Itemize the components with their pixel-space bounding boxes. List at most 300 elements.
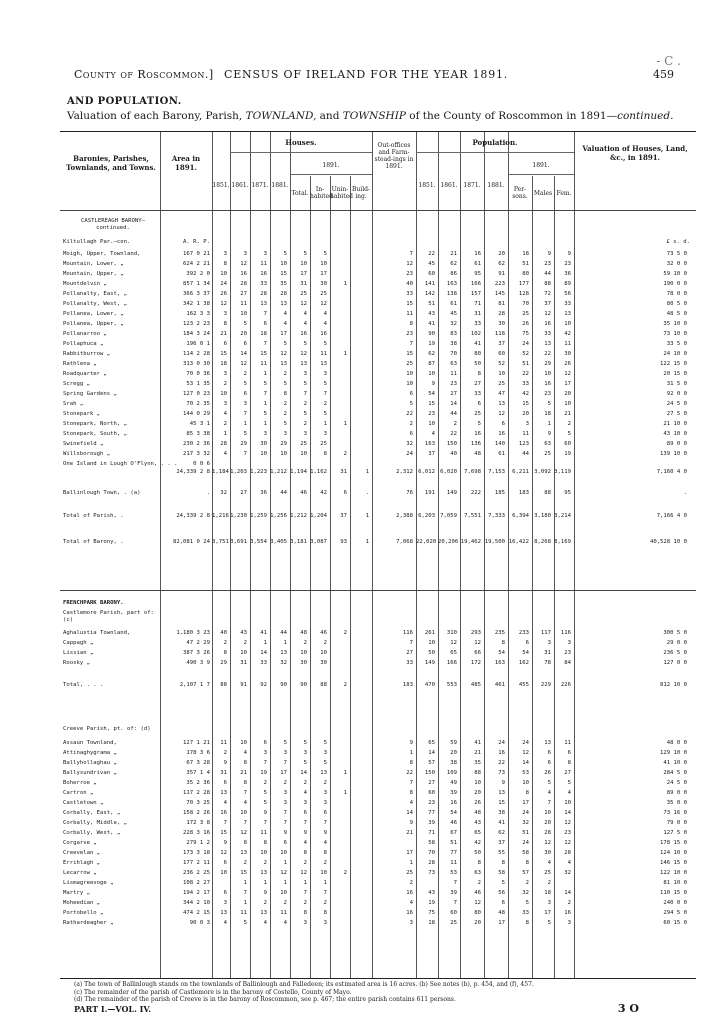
row-cell: 294 5 0 (663, 910, 687, 916)
row-cell: 73 10 0 (663, 331, 687, 337)
row-cell: 60 (428, 271, 435, 277)
row-cell: 12 (474, 640, 481, 646)
row-cell: 51 (450, 840, 457, 846)
row-cell: 27 (450, 391, 457, 397)
table-row (60, 658, 696, 668)
row-cell: 24 5 0 (666, 401, 687, 407)
row-area: 194 2 17 (183, 890, 210, 896)
row-cell: 4 (431, 431, 435, 437)
row-cell: 233 (518, 630, 529, 636)
row-cell: 42 (564, 331, 571, 337)
row-cell: 2 (323, 900, 327, 906)
row-cell: 10 (260, 850, 267, 856)
row-cell: 6 (323, 810, 327, 816)
row-cell: 4 (243, 750, 247, 756)
row-cell: 43 (240, 630, 247, 636)
table-row (60, 429, 696, 439)
row-cell: 8 (525, 790, 529, 796)
row-cell: 29 (240, 441, 247, 447)
row-cell: 16,422 (508, 539, 529, 545)
row-cell: 24 10 0 (663, 351, 687, 357)
row-cell: 13 (220, 910, 227, 916)
row-cell: 2 (409, 421, 413, 427)
row-cell: 16 (320, 331, 327, 337)
row-cell: 48 (474, 451, 481, 457)
row-label: Errihlagh „ (63, 860, 101, 866)
row-cell: 163 (494, 660, 505, 666)
row-area: 0 0 6 (193, 461, 210, 467)
row-cell: 89 (564, 281, 571, 287)
row-cell: 54 (498, 650, 505, 656)
row-cell: 10 (240, 810, 247, 816)
row-area: 342 1 38 (183, 301, 210, 307)
row-cell: 10 (220, 870, 227, 876)
row-cell: 73 5 0 (666, 251, 687, 257)
row-cell: 3 (303, 800, 307, 806)
row-cell: 10 (406, 381, 413, 387)
row-cell: 58 (428, 840, 435, 846)
table-row (60, 309, 696, 319)
row-cell: 235 (494, 630, 505, 636)
row-cell: 236 5 0 (663, 650, 687, 656)
row-cell: 17 (498, 920, 505, 926)
census-table (60, 131, 696, 979)
header-bottom-rule (60, 210, 696, 211)
row-cell: 11 (240, 301, 247, 307)
row-cell: 1,256 (270, 513, 287, 519)
row-cell: 56 (564, 291, 571, 297)
row-cell: 240 0 0 (663, 900, 687, 906)
row-cell: 62 (498, 830, 505, 836)
row-cell: 6 (263, 321, 267, 327)
row-cell: 33 (544, 331, 551, 337)
row-cell: 26 (474, 800, 481, 806)
row-cell: 80 (522, 271, 529, 277)
row-cell: 10 (564, 401, 571, 407)
row-cell: 16 (498, 750, 505, 756)
row-cell: 28 (260, 291, 267, 297)
row-cell: 37 (498, 341, 505, 347)
row-cell: 3 (547, 900, 551, 906)
row-cell: 27 (240, 291, 247, 297)
row-cell: 1 (409, 860, 413, 866)
row-label: Pollanarroo „ (63, 331, 107, 337)
row-cell: 10 (280, 451, 287, 457)
row-cell: 40 (220, 630, 227, 636)
row-cell: 15 (428, 401, 435, 407)
row-cell: 116 (560, 630, 571, 636)
row-cell: 7 (409, 640, 413, 646)
row-cell: 13 (498, 401, 505, 407)
row-cell: 11 (220, 740, 227, 746)
row-cell: 7 (303, 820, 307, 826)
table-row (60, 908, 696, 918)
row-label: Ballysundrivan „ (63, 770, 117, 776)
table-row (60, 389, 696, 399)
row-cell: 7 (547, 800, 551, 806)
row-cell: 38 (498, 810, 505, 816)
row-cell: 39 (428, 820, 435, 826)
row-cell: 50 (474, 850, 481, 856)
row-cell: 7 (323, 890, 327, 896)
row-cell: 8 (243, 780, 247, 786)
row-cell: 6 (567, 750, 571, 756)
row-cell: 1 (223, 431, 227, 437)
subtitle-text: and (316, 110, 343, 122)
row-cell: 3 (409, 920, 413, 926)
row-cell: 12 (544, 840, 551, 846)
row-cell: 23 (428, 411, 435, 417)
row-cell: 6 (223, 890, 227, 896)
row-cell: 183 (518, 490, 529, 496)
row-cell: 60 (450, 910, 457, 916)
row-cell: 37 (340, 513, 347, 519)
row-cell: 13 (280, 361, 287, 367)
row-area: 117 2 28 (183, 790, 210, 796)
row-cell: 42 (522, 391, 529, 397)
row-cell: 31 5 0 (666, 381, 687, 387)
row-cell: 5 (303, 740, 307, 746)
row-cell: 7,068 (396, 539, 413, 545)
row-cell: 7,166 4 0 (656, 513, 687, 519)
row-cell: 24 (498, 740, 505, 746)
row-cell: 10 (280, 261, 287, 267)
row-cell: 25 (544, 451, 551, 457)
row-cell: 61 (498, 451, 505, 457)
row-cell: 11 (240, 910, 247, 916)
row-cell: 27 (474, 381, 481, 387)
row-cell: 10 (474, 780, 481, 786)
row-cell: 24 (522, 840, 529, 846)
row-cell: 9 (501, 780, 505, 786)
row-cell: 1,216 (212, 513, 229, 519)
row-cell: 3,214 (554, 513, 571, 519)
row-cell: 8,169 (554, 539, 571, 545)
row-cell: 19 (260, 770, 267, 776)
row-label: Lissian „ (63, 650, 94, 656)
row-cell: 16 (544, 381, 551, 387)
row-area: . (206, 490, 210, 496)
row-cell: 2 (283, 401, 287, 407)
row-cell: 229 (540, 682, 551, 688)
row-cell: 117 (540, 630, 551, 636)
table-row (60, 488, 696, 498)
row-cell: 87 (428, 361, 435, 367)
table-row (60, 898, 696, 908)
row-cell: 122 15 0 (660, 361, 687, 367)
row-cell: 2 (303, 421, 307, 427)
row-cell: 7 (263, 391, 267, 397)
row-cell: 72 (544, 291, 551, 297)
row-cell: 2 (453, 421, 457, 427)
row-cell: 6 (223, 341, 227, 347)
row-cell: 78 0 0 (666, 291, 687, 297)
row-cell: 6 (243, 391, 247, 397)
row-cell: 11 (320, 351, 327, 357)
row-cell: 24 5 0 (666, 780, 687, 786)
row-cell: 30 (564, 351, 571, 357)
row-cell: 89 0 0 (666, 790, 687, 796)
row-cell: 1,230 (230, 513, 247, 519)
row-cell: 19 (428, 900, 435, 906)
row-cell: 11 (522, 431, 529, 437)
row-cell: 1 (343, 421, 347, 427)
table-row (60, 628, 696, 638)
row-cell: 5 (323, 381, 327, 387)
row-cell: 4 (303, 321, 307, 327)
row-cell: 149 (446, 490, 457, 496)
row-cell: 46 (320, 630, 327, 636)
row-cell: 129 10 0 (660, 750, 687, 756)
row-cell: 50 (428, 650, 435, 656)
row-cell: 11 (450, 860, 457, 866)
row-cell: 5 (525, 900, 529, 906)
row-cell: 12 (240, 261, 247, 267)
row-cell: 13 (320, 770, 327, 776)
table-row (60, 511, 696, 521)
row-label: Willsborough „ (63, 451, 111, 457)
row-cell: 8 (501, 640, 505, 646)
row-cell: 10 (320, 261, 327, 267)
row-cell: 12 (544, 311, 551, 317)
row-cell: 9 (409, 740, 413, 746)
row-cell: 30 (320, 660, 327, 666)
row-label: Assaun Townland, (63, 740, 117, 746)
row-cell: 7 (243, 820, 247, 826)
row-cell: 71 (474, 301, 481, 307)
row-cell: 15 (220, 351, 227, 357)
table-row (60, 858, 696, 868)
row-cell: 4 (283, 311, 287, 317)
row-cell: 2 (263, 860, 267, 866)
row-cell: 14 (240, 351, 247, 357)
row-cell: 20 (522, 411, 529, 417)
row-cell: 6 (547, 750, 551, 756)
row-cell: 5 (323, 251, 327, 257)
row-cell: 178 15 0 (660, 840, 687, 846)
row-cell: 32 (220, 490, 227, 496)
row-cell: 90 (300, 682, 307, 688)
row-cell: 123 (518, 441, 529, 447)
row-cell: 17 (280, 770, 287, 776)
row-cell: 8 (477, 371, 481, 377)
row-cell: 30 (544, 850, 551, 856)
row-cell: 93 (340, 539, 347, 545)
row-cell: 13 (300, 361, 307, 367)
row-cell: 12 (300, 870, 307, 876)
parish-title: Kiltullagh Par.—con. (63, 239, 131, 245)
footnote: (d) The remainder of the parish of Creeve is in the barony of Roscommon, see p. 467; the entire parish contains 611 persons. (74, 996, 456, 1003)
row-cell: 3,691 (230, 539, 247, 545)
row-area: 228 3 16 (183, 830, 210, 836)
row-cell: 3 (263, 431, 267, 437)
row-cell: 30 (260, 441, 267, 447)
row-cell: 10 (280, 890, 287, 896)
row-cell: 17 (320, 271, 327, 277)
table-row (60, 259, 696, 269)
row-cell: 9 (567, 251, 571, 257)
row-cell: 4 (303, 840, 307, 846)
row-cell: 47 (498, 391, 505, 397)
row-cell: 1 (263, 880, 267, 886)
row-cell: 80 (474, 351, 481, 357)
parish-title: Creeve Parish, pt. of: (d) (63, 726, 151, 732)
row-cell: 10 (428, 421, 435, 427)
row-cell: 16 (406, 910, 413, 916)
row-cell: 27 5 0 (666, 411, 687, 417)
col-head-uninhabited: Unin-habited (330, 186, 354, 200)
row-cell: 32 (280, 660, 287, 666)
row-cell: 136 (470, 441, 481, 447)
row-cell: 15 (498, 800, 505, 806)
row-area: 217 3 32 (183, 451, 210, 457)
row-cell: 12 (450, 640, 457, 646)
table-row (60, 349, 696, 359)
col-head-p1881: 1881. (487, 182, 505, 189)
row-cell: 28 (564, 850, 571, 856)
row-cell: 2 (243, 860, 247, 866)
row-cell: 20 (240, 331, 247, 337)
row-cell: 191 (424, 490, 435, 496)
header-rule (290, 174, 372, 175)
row-cell: 6 (501, 900, 505, 906)
row-cell: 128 (518, 291, 529, 297)
row-cell: 7 (323, 820, 327, 826)
row-cell: 1 (303, 880, 307, 886)
table-row (60, 537, 696, 547)
row-cell: 44 (544, 271, 551, 277)
row-cell: 21 (406, 830, 413, 836)
row-cell: 30 (300, 660, 307, 666)
row-cell: 14 (260, 650, 267, 656)
row-cell: 22 (522, 371, 529, 377)
row-cell: 5 (303, 341, 307, 347)
row-cell: 70 (522, 301, 529, 307)
row-cell: 20 (544, 820, 551, 826)
row-cell: 12 (220, 850, 227, 856)
row-cell: 48 (474, 810, 481, 816)
row-cell: 12 (522, 750, 529, 756)
row-cell: 12 (220, 301, 227, 307)
row-cell: 8 (243, 760, 247, 766)
row-cell: 59 (450, 740, 457, 746)
col-head-females: Fem. (556, 190, 572, 197)
row-cell: 7,059 (440, 513, 457, 519)
row-cell: 8 (409, 760, 413, 766)
row-cell: 1 (547, 421, 551, 427)
row-cell: 5 (323, 341, 327, 347)
row-cell: 17 (564, 381, 571, 387)
row-cell: 2 (303, 780, 307, 786)
row-cell: 26 (544, 770, 551, 776)
row-cell: 14 (300, 770, 307, 776)
row-cell: 2 (243, 371, 247, 377)
row-cell: 62 (450, 261, 457, 267)
row-cell: 5 (303, 760, 307, 766)
row-label: Mountain, Upper, „ (63, 271, 124, 277)
row-cell: 1 (263, 640, 267, 646)
row-cell: 46 (300, 490, 307, 496)
row-cell: 3 (323, 750, 327, 756)
row-cell: 4 (283, 920, 287, 926)
row-cell: 40 (450, 451, 457, 457)
col-head-1851: 1851. (212, 182, 230, 189)
row-cell: 31 (220, 770, 227, 776)
row-cell: 4 (303, 311, 307, 317)
row-cell: 92 (260, 682, 267, 688)
row-cell: 26 (220, 291, 227, 297)
row-area: 85 3 38 (186, 431, 210, 437)
row-label: One Island in Lough O'Flynn, . . . (63, 461, 178, 467)
row-cell: 5 (263, 381, 267, 387)
row-cell: 7 (263, 820, 267, 826)
row-cell: 22 (544, 351, 551, 357)
row-cell: 29 0 0 (666, 640, 687, 646)
row-cell: 92 0 0 (666, 391, 687, 397)
row-label: Martry „ (63, 890, 90, 896)
row-cell: 91 (240, 682, 247, 688)
row-cell: 7 (303, 391, 307, 397)
row-cell: 88 (220, 682, 227, 688)
row-cell: 24 (522, 810, 529, 816)
row-cell: 49 (450, 780, 457, 786)
row-area: 178 3 6 (186, 750, 210, 756)
row-cell: 95 (564, 490, 571, 496)
row-cell: 30 (498, 321, 505, 327)
row-cell: 8 (223, 650, 227, 656)
row-cell: 30 (320, 281, 327, 287)
row-cell: 5 (263, 790, 267, 796)
row-cell: 10 (544, 371, 551, 377)
row-cell: 21 10 0 (663, 421, 687, 427)
row-cell: 122 10 0 (660, 870, 687, 876)
row-cell: 65 (428, 740, 435, 746)
row-cell: 4 (263, 920, 267, 926)
table-row (60, 467, 696, 477)
row-cell: 3 (283, 790, 287, 796)
row-cell: 18 (544, 890, 551, 896)
header-rule (416, 152, 574, 153)
row-cell: 310 (446, 630, 457, 636)
row-cell: 9 (547, 431, 551, 437)
footnote: (c) The remainder of the parish of Castlemore is in the barony of Costello, County of Mayo. (74, 988, 352, 996)
row-area: 127 1 21 (183, 740, 210, 746)
row-cell: 140 (494, 441, 505, 447)
row-area: 196 0 1 (186, 341, 210, 347)
row-cell: 2,312 (396, 469, 413, 475)
row-cell: 67 (450, 830, 457, 836)
row-cell: 8 (223, 261, 227, 267)
row-cell: 70 (450, 351, 457, 357)
row-cell: 52 (522, 351, 529, 357)
row-cell: 12 (300, 351, 307, 357)
page-number: 459 (653, 68, 674, 81)
row-cell: 4 (567, 860, 571, 866)
row-cell: 1,212 (270, 469, 287, 475)
row-cell: 24 (522, 740, 529, 746)
header-rule (508, 174, 574, 175)
row-cell: 33 5 0 (666, 341, 687, 347)
row-area: 82,081 0 24 (172, 539, 210, 545)
row-cell: 40 (406, 281, 413, 287)
row-cell: 7 (223, 820, 227, 826)
row-area: 127 0 23 (183, 391, 210, 397)
row-cell: 32 (522, 890, 529, 896)
row-cell: 37 (498, 840, 505, 846)
row-cell: 6 (243, 341, 247, 347)
row-cell: 2 (343, 630, 347, 636)
row-cell: 1 (409, 750, 413, 756)
